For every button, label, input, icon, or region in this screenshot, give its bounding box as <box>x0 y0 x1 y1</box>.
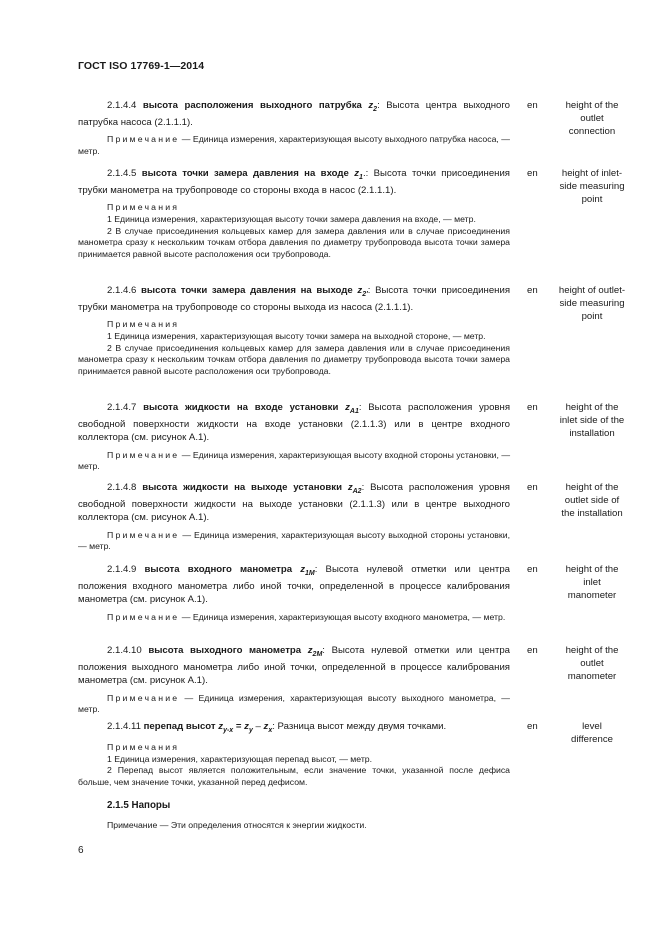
definition-paragraph: 2.1.4.7 высота жидкости на входе установки $z_{A1}$: Высота расположения уровня свободной поверхности жидкости на входе установки (2.1.1.3) или в центре входного коллектора (см. рисунок А.1). <box>78 402 511 444</box>
section-title: 2.1.5 Напоры <box>107 800 171 811</box>
document-header: ГОСТ ISO 17769-1—2014 <box>78 60 205 72</box>
term: высота точки замера давления на входе <box>141 168 349 179</box>
definition-paragraph: 2.1.4.6 высота точки замера давления на выходе $z_{2'}$: Высота точки присоединения трубки манометра на трубопроводе со стороны выхода из насоса (2.1.1.1). <box>78 285 511 314</box>
definition-paragraph: 2.1.4.10 высота выходного манометра $z_{2M}$: Высота нулевой отметки или центра положения выходного манометра либо иной точки, определенной в процессе калибрования манометра (см. рисунок А.1). <box>78 645 511 687</box>
notes: Примечания 1 Единица измерения, характеризующая высоту точки замера давления на входе, — метр. 2 В случае присоединения кольцевых камер для замера давления или в случае присоединения манометра сразу к нескольким точкам отбора давления по диаметру трубопровода высота точки замера принимается равной высоте расположения оси трубопровода. <box>78 202 510 259</box>
page-number: 6 <box>78 845 84 856</box>
section-note: Примечание — Эти определения относятся к энергии жидкости. <box>107 820 367 830</box>
term: перепад высот <box>143 721 216 732</box>
language-code: en <box>527 100 538 111</box>
note: Примечание — Единица измерения, характеризующая высоту выходного патрубка насоса, — метр. <box>78 134 510 156</box>
language-code: en <box>527 402 538 413</box>
english-term: level difference <box>571 721 613 746</box>
note: Примечание — Единица измерения, характеризующая высоту выходного манометра, — метр. <box>78 692 510 715</box>
english-term: height of inlet-side measuring point <box>559 168 625 206</box>
language-code: en <box>527 564 538 575</box>
note: Примечание — Единица измерения, характеризующая высоту выходной стороны установки, — метр. <box>78 529 510 552</box>
note: Примечание — Единица измерения, характеризующая высоту входного манометра, — метр. <box>107 611 506 622</box>
term: высота жидкости на выходе установки <box>142 482 342 493</box>
language-code: en <box>527 645 538 656</box>
notes: Примечания 1 Единица измерения, характеризующая перепад высот, — метр. 2 Перепад высот является положительным, если значение точки, указанной после дефиса больше, чем значение точки, указанной перед дефисом. <box>78 742 510 787</box>
term: высота расположения выходного патрубка <box>142 100 362 111</box>
definition-paragraph: 2.1.4.9 высота входного манометра $z_{1M}$: Высота нулевой отметки или центра положения входного манометра либо иной точки, определенной в процессе калибрования манометра (см. рисунок А.1). <box>78 564 510 606</box>
english-term: height of the outlet side of the installation <box>561 482 623 520</box>
term: высота выходного манометра <box>148 645 302 656</box>
english-term: height of the inlet manometer <box>565 564 619 602</box>
definition-paragraph: 2.1.4.11 перепад высот $z_{y-x} = z_y - z_x$: Разница высот между двумя точками. <box>107 721 447 734</box>
term: высота точки замера давления на выходе <box>141 285 353 296</box>
language-code: en <box>527 482 538 493</box>
definition-paragraph: 2.1.4.4 высота расположения выходного патрубка $z_2$: Высота центра выходного патрубка насоса (2.1.1.1). <box>78 100 511 129</box>
term: высота жидкости на входе установки <box>143 402 339 413</box>
english-term: height of the outlet connection <box>565 100 619 138</box>
language-code: en <box>527 285 538 296</box>
language-code: en <box>527 168 538 179</box>
notes: Примечания 1 Единица измерения, характеризующая высоту точки замера на выходной стороне, — метр. 2 В случае присоединения кольцевых камер для замера давления или в случае присоединения манометра сразу к нескольким точкам отбора давления по диаметру трубопровода высота точки замера принимается равной высоте расположения оси трубопровода. <box>78 319 510 376</box>
english-term: height of the inlet side of the installation <box>559 402 625 440</box>
note: Примечание — Единица измерения, характеризующая высоту входной стороны установки, — метр. <box>78 449 511 472</box>
english-term: height of the outlet manometer <box>565 645 619 683</box>
language-code: en <box>527 721 538 732</box>
term: высота входного манометра <box>144 564 293 575</box>
english-term: height of outlet-side measuring point <box>558 285 626 323</box>
definition-paragraph: 2.1.4.8 высота жидкости на выходе установки $z_{A2}$: Высота расположения уровня свободной поверхности жидкости на выходе установки (2.1.1.3) или в центре выходного коллектора (см. рисунок А.1). <box>78 482 510 524</box>
definition-paragraph: 2.1.4.5 высота точки замера давления на входе $z_1$.: Высота точки присоединения трубки манометра на трубопроводе со стороны входа в насос (2.1.1.1). <box>78 168 511 197</box>
